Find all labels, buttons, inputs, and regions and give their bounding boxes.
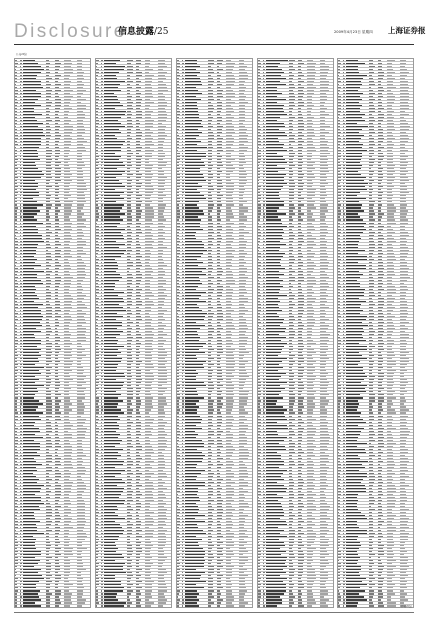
table-cell: [77, 607, 91, 608]
masthead: [14, 22, 414, 44]
disclosure-table-area: [14, 58, 414, 610]
table-column: [95, 58, 172, 608]
table-caption: (上接24版): [16, 54, 27, 56]
table-column: [14, 58, 91, 608]
page-number: /25: [154, 27, 168, 37]
issue-date: 2009年4月23日 星期四: [334, 30, 373, 35]
section-brand-word: Disclosure: [14, 22, 127, 42]
section-title: [118, 27, 169, 37]
table-cell: [55, 607, 64, 608]
section-title-text: 信息披露: [118, 27, 154, 37]
newspaper-name: 上海证券报: [388, 26, 426, 35]
table-cell: [64, 607, 77, 608]
holdings-table: [96, 59, 171, 608]
holdings-table: [15, 59, 90, 608]
header-rule: [14, 44, 414, 45]
table-cell: [46, 607, 55, 608]
table-row: [15, 607, 90, 608]
table-cell: [23, 607, 46, 608]
